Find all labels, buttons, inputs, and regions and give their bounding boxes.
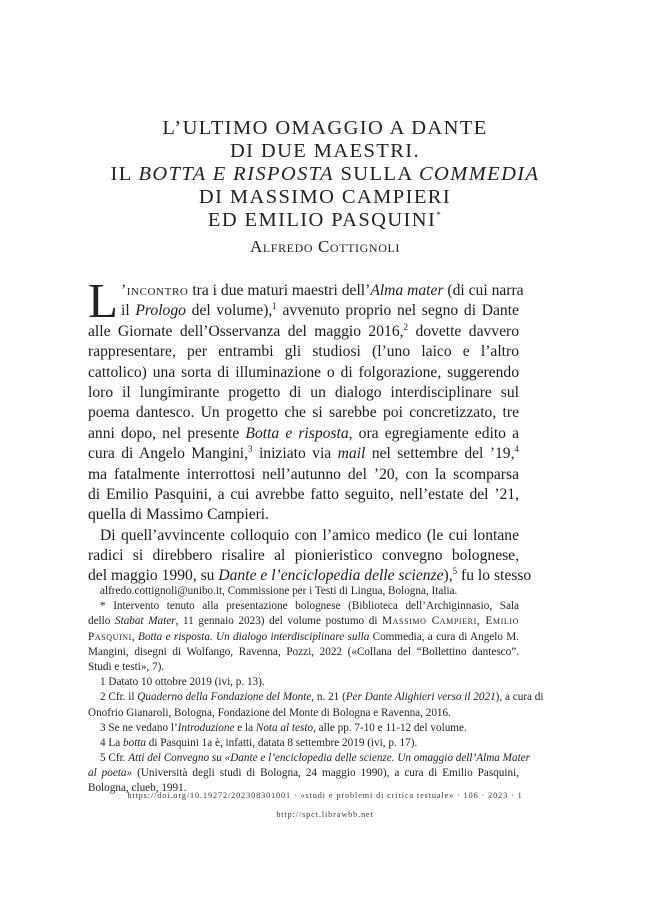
title-line-5: ED EMILIO PASQUINI* [207,209,443,231]
title-line-2: DI DUE MAESTRI. [229,140,421,162]
footnote-star-cont: dello Stabat Mater, 11 gennaio 2023) del volume postumo di Massimo Campieri, Emilio [88,615,520,628]
footnote-5-cont: al poeta» (Università degli studi di Bologna, 24 maggio 1990), a cura di Emilio Pasquini, [88,767,519,780]
body-line: quella di Massimo Campieri. [88,506,270,524]
body-line: di Emilio Pasquini, a cui avrebbe fatto seguito, nell’estate del ’21, [88,485,519,503]
body-line: del maggio 1990, su Dante e l’enciclopedia delle scienze),$^5$ fu lo stesso [88,566,532,585]
body-line: ma fatalmente interrottosi nell’autunno del ’20, con la scomparsa [88,465,519,483]
title-footnote-mark: * [436,210,443,221]
body-text [88,273,532,587]
footnote-3: 3 Se ne vedano l’Introduzione e la Nota al testo, alle pp. 7-10 e 11-12 del volume. [100,721,467,734]
body-line: loro il lungimirante progetto di un dialogo interdisciplinare sul [88,383,519,401]
author-affiliation: alfredo.cottignoli@unibo.it, Commissione per i Testi di Lingua, Bologna, Italia. [100,585,458,597]
footnote-star-cont: Pasquini, Botta e risposta. Un dialogo interdisciplinare sulla Commedia, a cura di Angelo M. [88,630,520,643]
body-line: radici si direbbero risalire al pionieristico convegno bolognese, [88,547,519,565]
footnote-star: * Intervento tenuto alla presentazione bolognese (Biblioteca dell’Archiginnasio, Sala [100,600,519,613]
site-footer: http://spct.librawbb.net [276,810,374,819]
footnote-star-cont: Mangini, disegni di Wolfango, Ravenna, Pozzi, 2022 («Collana del “Bollettino dantesco”. [88,645,519,658]
body-line: cura di Angelo Mangini,$^3$ iniziato via mail nel settembre del ’19,$^4$ [88,443,520,463]
footnote-5: 5 Cfr. Atti del Convegno su «Dante e l’enciclopedia delle scienze. Un omaggio dell’Alma Mater [100,752,530,765]
doi-footer: https://doi.org/10.19272/202308301001 · «studi e problemi di critica testuale» · 106 · 2023 · 1 [127,791,523,800]
footnote-4: 4 La botta di Pasquini 1a è, infatti, datata 8 settembre 2019 (ivi, p. 17). [100,736,418,749]
footnote-2-cont: Onofrio Gianaroli, Bologna, Fondazione del Monte di Bologna e Ravenna, 2016. [88,706,451,719]
footnote-star-cont: Studi e testi», 7). [88,660,165,673]
body-line: anni dopo, nel presente Botta e risposta, ora egregiamente edito a [88,424,520,442]
body-line: cattolico) una sorta di illuminazione o di folgorazione, suggerendo [88,363,519,381]
title-line-3: IL BOTTA E RISPOSTA SULLA COMMEDIA [110,163,540,185]
body-line: rappresentare, per entrambi gli studiosi (l’uno laico e l’altro [88,343,519,361]
body-line: Di quell’avvincente colloquio con l’amico medico (le cui lontane [100,526,519,544]
body-line: ’incontro tra i due maturi maestri dell’Alma mater (di cui narra [121,282,524,299]
author-name: Alfredo Cottignoli [250,237,400,256]
footnotes [88,584,544,797]
body-line: il Prologo del volume),$^1$ avvenuto proprio nel segno di Dante [121,301,519,320]
footnote-2: 2 Cfr. il Quaderno della Fondazione del Monte, n. 21 (Per Dante Alighieri verso il 2021), a cura di [100,691,544,704]
body-line: poema dantesco. Un progetto che si sarebbe poi concretizzato, tre [88,404,519,422]
title-line-1: L’ULTIMO OMAGGIO A DANTE [162,117,488,139]
title-line-4: DI MASSIMO CAMPIERI [198,186,452,208]
article-title [0,117,650,232]
body-line: alle Giornate dell’Osservanza del maggio 2016,$^2$ dovette davvero [88,321,519,340]
footnote-5-cont: Bologna, clueb, 1991. [88,782,187,795]
footnote-1: 1 Datato 10 ottobre 2019 (ivi, p. 13). [100,676,265,689]
drop-cap: L [88,273,118,328]
